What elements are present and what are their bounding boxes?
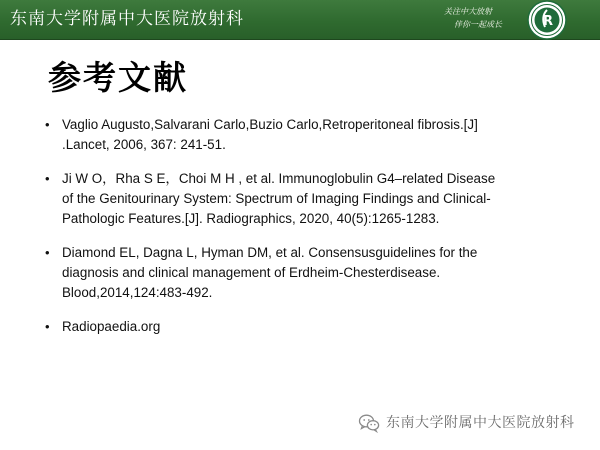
reference-link[interactable]: Radiopaedia.org bbox=[62, 319, 161, 334]
reference-line: diagnosis and clinical management of Erdheim-Chesterdisease. bbox=[62, 265, 441, 280]
bullet-icon: • bbox=[45, 245, 50, 260]
bullet-icon: • bbox=[45, 319, 50, 334]
bullet-icon: • bbox=[45, 117, 50, 132]
reference-line: Vaglio Augusto,Salvarani Carlo,Buzio Carlo,Retroperitoneal fibrosis.[J] bbox=[62, 117, 478, 132]
watermark-text: 东南大学附属中大医院放射科 bbox=[386, 415, 575, 431]
page-title: 参考文献 bbox=[48, 58, 188, 97]
header-banner bbox=[0, 0, 600, 40]
reference-item bbox=[45, 115, 565, 155]
reference-line: Pathologic Features.[J]. Radiographics, 2020, 40(5):1265-1283. bbox=[62, 211, 440, 226]
reference-line: .Lancet, 2006, 367: 241-51. bbox=[62, 137, 226, 152]
hospital-name: 东南大学附属中大医院放射科 bbox=[10, 9, 244, 29]
wechat-watermark bbox=[358, 412, 575, 434]
slogan-line-2: 伴你一起成长 bbox=[454, 20, 502, 29]
reference-item[interactable] bbox=[45, 317, 565, 337]
reference-item bbox=[45, 169, 565, 229]
reference-line: Blood,2014,124:483-492. bbox=[62, 285, 213, 300]
reference-line: Diamond EL, Dagna L, Hyman DM, et al. Consensusguidelines for the bbox=[62, 245, 478, 260]
slogan bbox=[444, 5, 522, 31]
logo-letter: R bbox=[542, 14, 554, 29]
reference-line: of the Genitourinary System: Spectrum of Imaging Findings and Clinical- bbox=[62, 191, 491, 206]
bullet-icon: • bbox=[45, 171, 50, 186]
reference-list bbox=[45, 115, 565, 337]
reference-line: Ji W O，Rha S E，Choi M H , et al. Immunoglobulin G4–related Disease bbox=[62, 171, 496, 186]
slogan-line-1: 关注中大放射 bbox=[444, 7, 492, 16]
wechat-icon bbox=[358, 413, 380, 433]
hospital-logo-icon bbox=[527, 0, 567, 40]
reference-item bbox=[45, 243, 565, 303]
